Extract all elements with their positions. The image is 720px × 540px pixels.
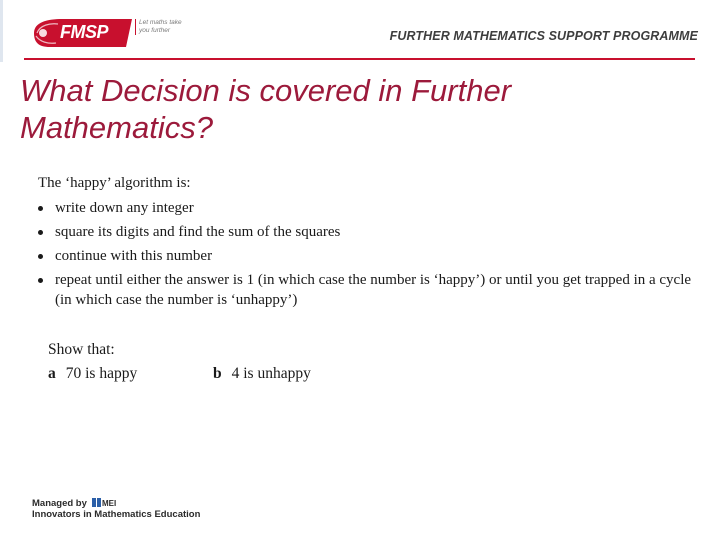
left-edge-accent xyxy=(0,0,3,62)
slide-title: What Decision is covered in Further Mathematics? xyxy=(20,73,512,145)
part-a xyxy=(48,365,137,383)
bullet-icon xyxy=(38,254,43,259)
mei-strapline: Innovators in Mathematics Education xyxy=(32,509,201,520)
step-text: square its digits and find the sum of the squares xyxy=(55,224,341,240)
managed-by-line xyxy=(32,498,232,509)
mei-logo-icon xyxy=(92,498,116,508)
part-text: 70 is happy xyxy=(65,365,138,382)
bullet-icon xyxy=(38,230,43,235)
list-item xyxy=(38,198,698,218)
logo-tagline: Let maths take you further xyxy=(135,19,191,35)
step-text: repeat until either the answer is 1 (in which case the number is ‘happy’) or until you get trapped in a cycle (in which case the number is ‘unhappy’) xyxy=(55,272,692,308)
part-letter: b xyxy=(213,365,222,382)
exercise xyxy=(48,340,368,387)
managed-by-text: Managed by xyxy=(32,498,87,509)
bullet-icon xyxy=(38,278,43,283)
list-item xyxy=(38,270,698,310)
intro-text: The ‘happy’ algorithm is: xyxy=(38,175,191,191)
bullet-icon xyxy=(38,206,43,211)
part-text: 4 is unhappy xyxy=(231,365,311,382)
list-item xyxy=(38,246,698,266)
header-divider xyxy=(24,58,695,60)
part-letter: a xyxy=(48,365,56,382)
part-b xyxy=(213,365,311,383)
exercise-lead: Show that: xyxy=(48,341,115,358)
programme-title: FURTHER MATHEMATICS SUPPORT PROGRAMME xyxy=(389,29,698,43)
mei-logo-text: MEI xyxy=(101,499,116,508)
step-text: continue with this number xyxy=(55,248,213,264)
exercise-parts xyxy=(48,365,368,387)
fmsp-logo xyxy=(28,16,182,50)
logo-wordmark: FMSP xyxy=(60,22,109,42)
footer-mei xyxy=(32,498,232,520)
algorithm-description xyxy=(38,174,698,314)
list-item xyxy=(38,222,698,242)
step-text: write down any integer xyxy=(55,200,194,216)
algorithm-steps xyxy=(38,198,698,310)
